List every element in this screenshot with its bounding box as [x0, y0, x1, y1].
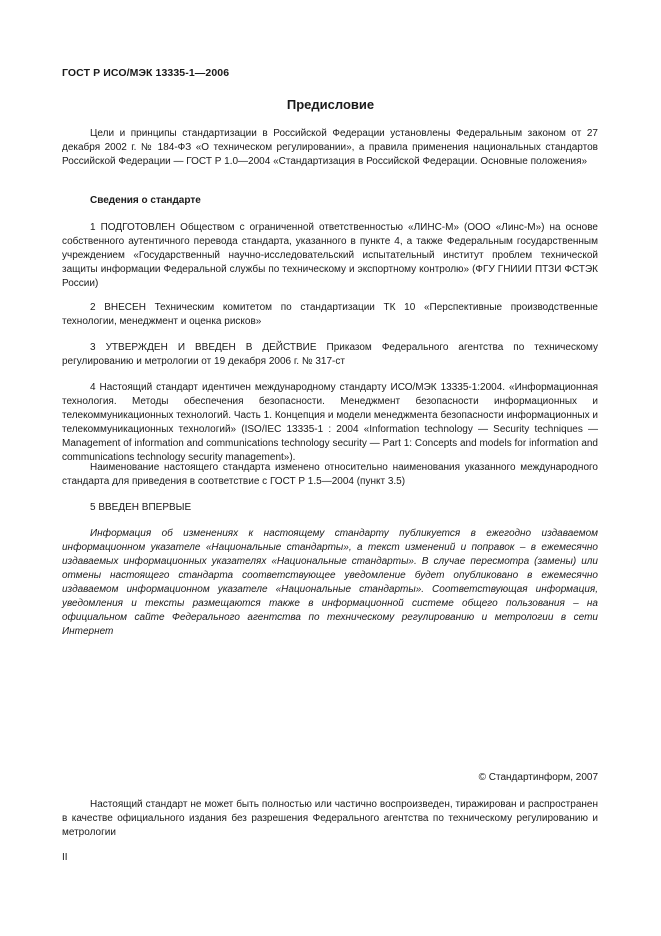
- item-5-paragraph: 5 ВВЕДЕН ВПЕРВЫЕ: [90, 502, 192, 513]
- page-title: Предисловие: [286, 97, 375, 112]
- rights-paragraph: Настоящий стандарт не может быть полностью или частично воспроизведен, тиражирован и распространен в качестве официального издания без разрешения Федерального агентства по техническому регулированию и метрологии: [62, 799, 598, 838]
- item-2-paragraph: 2 ВНЕСЕН Техническим комитетом по стандартизации ТК 10 «Перспективные производственные технологии, менеджмент и оценка рисков»: [62, 302, 598, 327]
- intro-paragraph: Цели и принципы стандартизации в Российской Федерации установлены Федеральным законом от 27 декабря 2002 г. № 184-ФЗ «О техническом регулировании», а правила применения национальных стандартов Российской Федерации — ГОСТ Р 1.0—2004 «Стандартизация в Российской Федерации. Основные положения»: [62, 128, 598, 167]
- info-paragraph: Информация об изменениях к настоящему стандарту публикуется в ежегодно издаваемом информационном указателе «Национальные стандарты», а текст изменений и поправок – в ежемесячно издаваемых информационных указателях «Национальные стандарты». В случае пересмотра (замены) или отмены настоящего стандарта соответствующее уведомление будет опубликовано в ежемесячно издаваемом информационном указателе «Национальные стандарты». Соответствующая информация, уведомления и тексты размещаются также в информационной системе общего пользования – на официальном сайте Федерального агентства по техническому регулированию и метрологии в сети Интернет: [62, 528, 598, 637]
- page-number: II: [62, 852, 68, 863]
- item-4-note-paragraph: Наименование настоящего стандарта изменено относительно наименования указанного международного стандарта для приведения в соответствие с ГОСТ Р 1.5—2004 (пункт 3.5): [62, 462, 598, 487]
- document-header: ГОСТ Р ИСО/МЭК 13335-1—2006: [62, 67, 230, 79]
- item-1-paragraph: 1 ПОДГОТОВЛЕН Обществом с ограниченной ответственностью «ЛИНС-М» (ООО «Линс-М») на основе собственного аутентичного перевода стандарта, указанного в пункте 4, а также Федеральным государственным учреждением «Государственный научно-исследовательский испытательный институт проблем технической защиты информации Федеральной службы по техническому и экспортному контролю» (ФГУ ГНИИИ ПТЗИ ФСТЭК России): [62, 222, 598, 289]
- section-heading: Сведения о стандарте: [90, 195, 201, 206]
- item-4-paragraph: 4 Настоящий стандарт идентичен международному стандарту ИСО/МЭК 13335-1:2004. «Информационная технология. Методы обеспечения безопасности. Менеджмент безопасности информационных и телекоммуникационных технологий. Часть 1. Концепция и модели менеджмента безопасности информационных и телекоммуникационных технологий» (ISO/IEC 13335-1 : 2004 «Information technology — Security techniques — Management of information and communications technology security — Part 1: Concepts and models for information and communications technology security management»).: [62, 382, 598, 463]
- item-3-paragraph: 3 УТВЕРЖДЕН И ВВЕДЕН В ДЕЙСТВИЕ Приказом Федерального агентства по техническому регулированию и метрологии от 19 декабря 2006 г. № 317-ст: [62, 342, 598, 367]
- copyright-line: © Стандартинформ, 2007: [478, 772, 598, 783]
